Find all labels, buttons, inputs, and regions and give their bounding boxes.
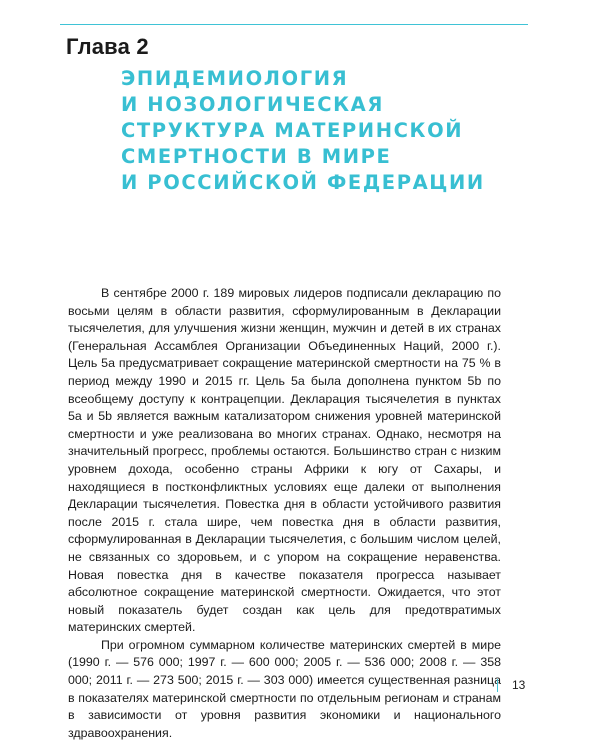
chapter-label: Глава 2 — [66, 34, 149, 59]
chapter-title-line: СМЕРТНОСТИ В МИРЕ — [121, 145, 392, 168]
page-number-marker — [497, 679, 498, 692]
chapter-title-line: СТРУКТУРА МАТЕРИНСКОЙ — [121, 119, 464, 142]
chapter-title — [121, 66, 531, 196]
body-paragraph: В сентябре 2000 г. 189 мировых лидеров подписали декларацию по восьми целям в области развития, сформулированным в Декларации тысячелетия, для улучшения жизни женщин, мужчин и детей в их странах (Генеральная Ассамблея Организации Объединенных Наций, 2000 г.). Цель 5a предусматривает сокращение материнской смертности на 75 % в период между 1990 и 2015 гг. Цель 5a была дополнена пунктом 5b по всеобщему доступу к контрацепции. Декларация тысячелетия в пунктах 5a и 5b является важным катализатором снижения уровней материнской смертности и уже реализована во многих странах. Однако, несмотря на значительный прогресс, проблемы остаются. Большинство стран с низким уровнем дохода, особенно страны Африки к югу от Сахары, и находящиеся в постконфликтных условиях еще далеки от выполнения Декларации тысячелетия. Повестка дня в области устойчивого развития после 2015 г. стала шире, чем повестка дня в области развития, сформулированная в Декларации тысячелетия, с большим числом целей, не связанных со здоровьем, и с упором на сокращение неравенства. Новая повестка дня в качестве показателя прогресса называет абсолютное сокращение материнской смертности. Ожидается, что этот новый показатель будет создан как цель для предотвратимых материнских смертей. — [68, 286, 501, 635]
chapter-title-line: И НОЗОЛОГИЧЕСКАЯ — [121, 93, 384, 116]
body-paragraph: При огромном суммарном количестве материнских смертей в мире (1990 г. — 576 000; 1997 г. — 600 000; 2005 г. — 536 000; 2008 г. — 358 000; 2011 г. — 273 500; 2015 г. — 303 000) имеется существенная разница в показателях материнской смертности по отдельным регионам и странам в зависимости от уровня развития экономики и национального здравоохранения. — [68, 637, 501, 740]
chapter-title-line: ЭПИДЕМИОЛОГИЯ — [121, 67, 349, 90]
body-text — [68, 285, 501, 742]
header-rule — [60, 24, 528, 25]
chapter-title-line: И РОССИЙСКОЙ ФЕДЕРАЦИИ — [121, 171, 485, 194]
page-number: 13 — [512, 678, 526, 692]
